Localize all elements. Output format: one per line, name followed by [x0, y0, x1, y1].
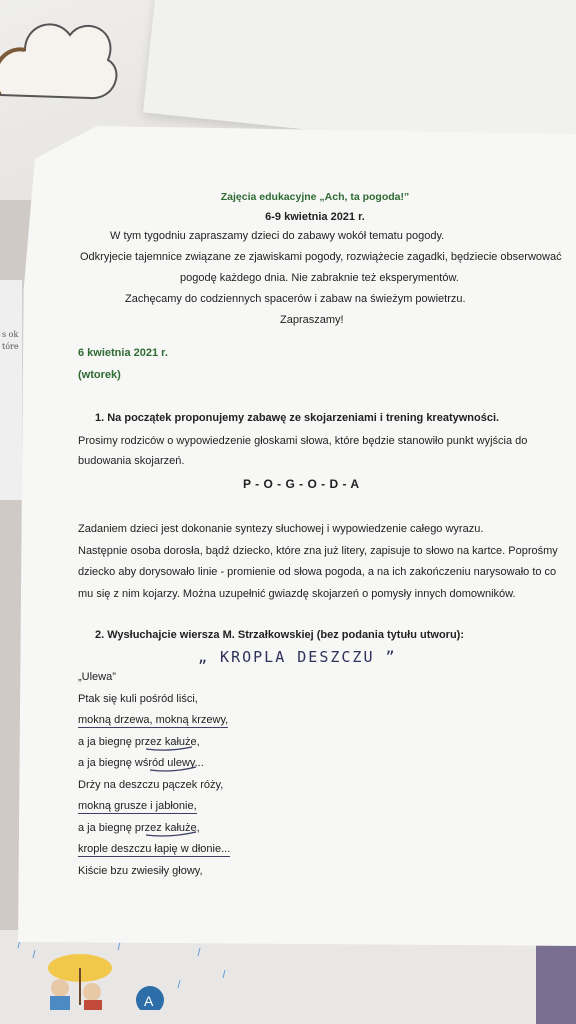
poem-line: a ja biegnę przez kałuże,: [78, 736, 200, 748]
underline-mark: [150, 767, 196, 771]
poem-title: „Ulewa”: [78, 671, 116, 683]
spelled-word: P - O - G - O - D - A: [243, 477, 360, 491]
intro-line: Odkryjecie tajemnice związane ze zjawiskami pogody, rozwiążecie zagadki, będziecie obserwować: [80, 251, 562, 263]
edge-text: tóre: [2, 342, 19, 351]
day-weekday: (wtorek): [78, 369, 121, 381]
poem-line: krople deszczu łapię w dłonie...: [78, 843, 231, 855]
poem-line: Ptak się kuli pośród liści,: [78, 693, 198, 705]
svg-text:A: A: [144, 993, 154, 1009]
day-date: 6 kwietnia 2021 r.: [78, 347, 168, 359]
document-dates: 6-9 kwietnia 2021 r.: [265, 211, 365, 223]
underline-mark: [146, 747, 192, 750]
task-1-heading: 1. Na początek proponujemy zabawę ze skojarzeniami i trening kreatywności.: [95, 412, 500, 424]
underline-mark: [146, 832, 196, 836]
poem-line: mokną drzewa, mokną krzewy,: [78, 714, 229, 726]
poem-line: Kiście bzu zwiesiły głowy,: [78, 865, 203, 877]
task-1-text: dziecko aby dorysowało linie - promienie od słowa pogoda, a na ich zakończeniu narysowało to co: [78, 566, 557, 578]
task-1-text: budowania skojarzeń.: [78, 455, 185, 467]
task-1-text: mu się z nim kojarzy. Można uzupełnić gwiazdę skojarzeń o pomysły innych domowników.: [78, 588, 516, 600]
task-1-text: Zadaniem dzieci jest dokonanie syntezy słuchowej i wypowiedzenie całego wyrazu.: [78, 523, 484, 535]
document-title: Zajęcia edukacyjne „Ach, ta pogoda!”: [220, 191, 410, 203]
intro-line: W tym tygodniu zapraszamy dzieci do zabawy wokół tematu pogody.: [110, 230, 445, 242]
intro-line: Zapraszamy!: [280, 314, 344, 326]
task-1-text: Prosimy rodziców o wypowiedzenie głoskami słowa, które będzie stanowiło punkt wyjścia do: [78, 435, 528, 447]
handwritten-title: „ KROPLA DESZCZU ”: [198, 648, 397, 666]
edge-text: s ok: [2, 330, 19, 339]
intro-line: pogodę każdego dnia. Nie zabraknie też eksperymentów.: [180, 272, 459, 284]
poem-line: mokną grusze i jabłonie,: [78, 800, 197, 812]
task-1-text: Następnie osoba dorosła, bądź dziecko, które zna już litery, zapisuje to słowo na kartce. Poprośmy: [78, 545, 558, 557]
poem-line: a ja biegnę wśród ulewy...: [78, 757, 204, 769]
intro-line: Zachęcamy do codziennych spacerów i zabaw na świeżym powietrzu.: [125, 293, 466, 305]
poem-line: Drży na deszczu pączek róży,: [78, 779, 224, 791]
task-2-heading: 2. Wysłuchajcie wiersza M. Strzałkowskiej (bez podania tytułu utworu):: [95, 629, 464, 641]
poem-line: a ja biegnę przez kałuże,: [78, 822, 200, 834]
